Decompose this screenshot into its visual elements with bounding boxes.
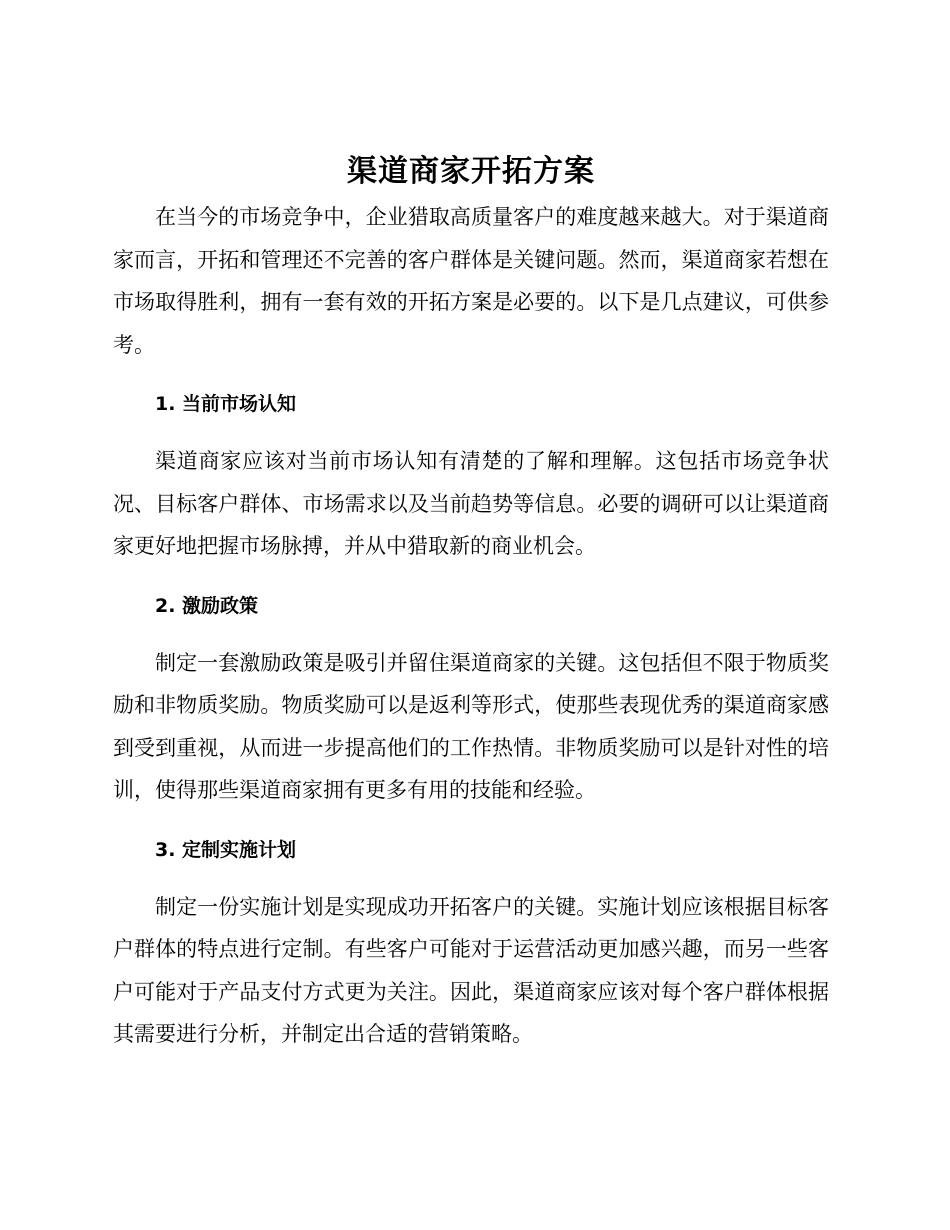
section-market-awareness bbox=[113, 385, 829, 568]
section-paragraph: 制定一份实施计划是实现成功开拓客户的关键。实施计划应该根据目标客户群体的特点进行定制。有些客户可能对于运营活动更加感兴趣，而另一些客户可能对于产品支付方式更为关注。因此，渠道商家应该对每个客户群体根据其需要进行分析，并制定出合适的营销策略。 bbox=[113, 894, 829, 1046]
section-implementation-plan bbox=[113, 831, 829, 1056]
document-title: 渠道商家开拓方案 bbox=[347, 154, 595, 189]
document-content bbox=[113, 148, 829, 1056]
section-heading: 3. 定制实施计划 bbox=[155, 838, 297, 861]
section-paragraph: 渠道商家应该对当前市场认知有清楚的了解和理解。这包括市场竞争状况、目标客户群体、市场需求以及当前趋势等信息。必要的调研可以让渠道商家更好地把握市场脉搏，并从中猎取新的商业机会。 bbox=[113, 449, 829, 558]
section-paragraph: 制定一套激励政策是吸引并留住渠道商家的关键。这包括但不限于物质奖励和非物质奖励。物质奖励可以是返利等形式，使那些表现优秀的渠道商家感到受到重视，从而进一步提高他们的工作热情。非物质奖励可以是针对性的培训，使得那些渠道商家拥有更多有用的技能和经验。 bbox=[113, 650, 829, 802]
section-heading: 1. 当前市场认知 bbox=[155, 393, 297, 415]
section-heading: 2. 激励政策 bbox=[155, 594, 259, 617]
intro-paragraph: 在当今的市场竞争中，企业猎取高质量客户的难度越来越大。对于渠道商家而言，开拓和管理还不完善的客户群体是关键问题。然而，渠道商家若想在市场取得胜利，拥有一套有效的开拓方案是必要的。以下是几点建议，可供参考。 bbox=[113, 205, 829, 357]
section-incentive-policy bbox=[113, 587, 829, 812]
